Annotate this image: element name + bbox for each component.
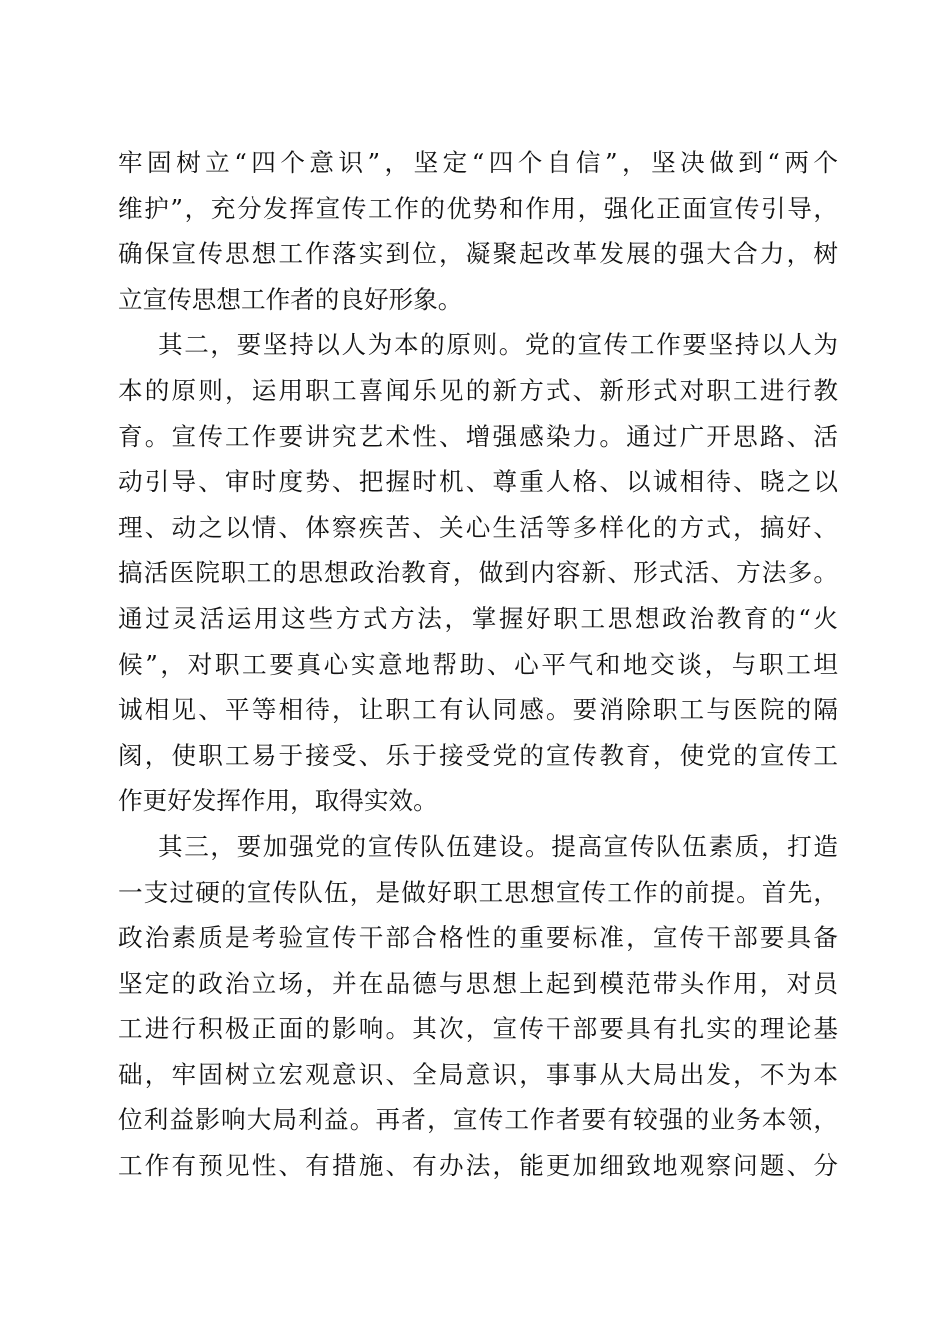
text-line: 确保宣传思想工作落实到位，凝聚起改革发展的强大合力，树 — [118, 239, 838, 269]
text-line: 维护”，充分发挥宣传工作的优势和作用，强化正面宣传引导， — [118, 193, 838, 223]
text-line: 动引导、审时度势、把握时机、尊重人格、以诚相待、晓之以 — [118, 467, 838, 497]
text-line: 本的原则，运用职工喜闻乐见的新方式、新形式对职工进行教 — [118, 375, 838, 405]
text-line: 候”，对职工要真心实意地帮助、心平气和地交谈，与职工坦 — [118, 649, 838, 679]
text-line: 位利益影响大局利益。再者，宣传工作者要有较强的业务本领， — [118, 1105, 838, 1135]
text-line: 搞活医院职工的思想政治教育，做到内容新、形式活、方法多。 — [118, 558, 838, 588]
text-line: 牢固树立“四个意识”，坚定“四个自信”，坚决做到“两个 — [118, 148, 838, 177]
text-line: 诚相见、平等相待，让职工有认同感。要消除职工与医院的隔 — [118, 695, 838, 725]
text-line: 作更好发挥作用，取得实效。 — [118, 786, 438, 816]
text-line: 立宣传思想工作者的良好形象。 — [118, 284, 463, 314]
document-body — [118, 140, 838, 1189]
text-line: 育。宣传工作要讲究艺术性、增强感染力。通过广开思路、活 — [118, 421, 838, 451]
text-line: 政治素质是考验宣传干部合格性的重要标准，宣传干部要具备 — [118, 923, 838, 953]
text-line: 一支过硬的宣传队伍，是做好职工思想宣传工作的前提。首先， — [118, 877, 838, 907]
text-line: 坚定的政治立场，并在品德与思想上起到模范带头作用，对员 — [118, 968, 838, 998]
text-line: 工作有预见性、有措施、有办法，能更加细致地观察问题、分 — [118, 1151, 838, 1181]
text-line: 础，牢固树立宏观意识、全局意识，事事从大局出发，不为本 — [118, 1059, 838, 1089]
text-line: 工进行积极正面的影响。其次，宣传干部要具有扎实的理论基 — [118, 1014, 838, 1044]
text-line: 理、动之以情、体察疾苦、关心生活等多样化的方式，搞好、 — [118, 512, 838, 542]
paragraph-start-line: 其三，要加强党的宣传队伍建设。提高宣传队伍素质，打造 — [158, 831, 838, 861]
paragraph-start-line: 其二，要坚持以人为本的原则。党的宣传工作要坚持以人为 — [158, 330, 838, 360]
text-line: 通过灵活运用这些方式方法，掌握好职工思想政治教育的“火 — [118, 603, 838, 633]
text-line: 阂，使职工易于接受、乐于接受党的宣传教育，使党的宣传工 — [118, 740, 838, 770]
